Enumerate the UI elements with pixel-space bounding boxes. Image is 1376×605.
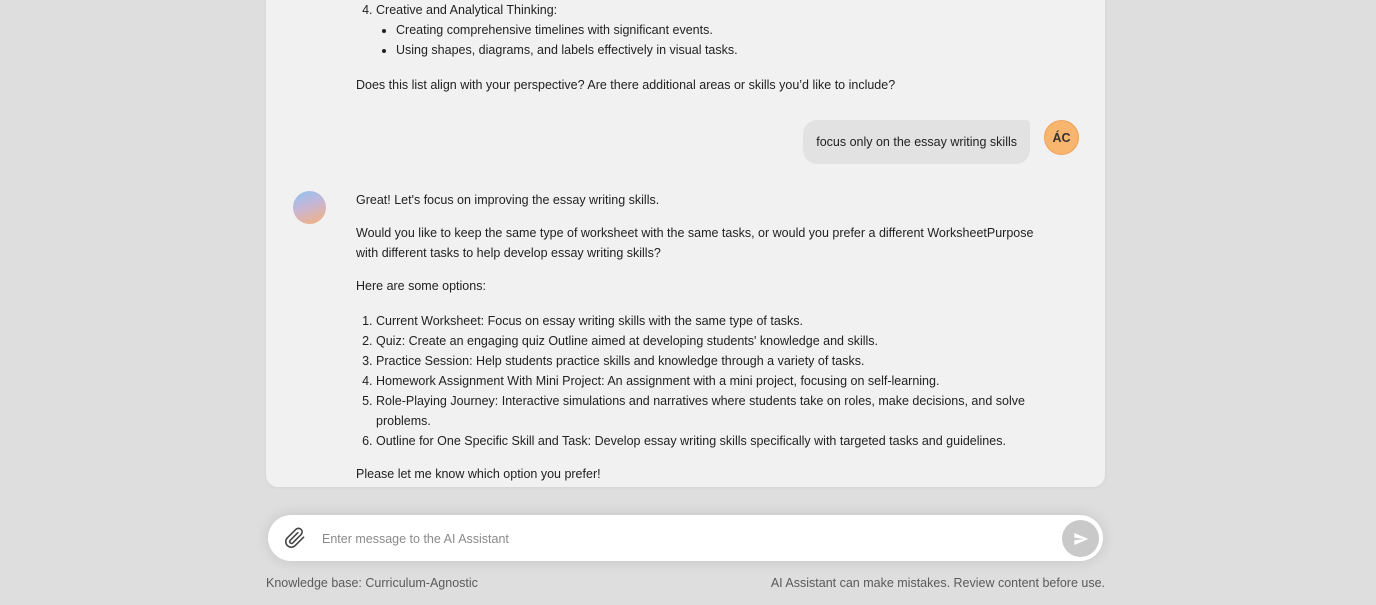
message-input[interactable] xyxy=(320,527,1044,551)
assistant-question: Would you like to keep the same type of worksheet with the same tasks, or would you prefer a different WorksheetPurpose with different tasks to help develop essay writing skills? xyxy=(356,226,1034,260)
user-avatar[interactable]: ÁC xyxy=(1044,120,1079,155)
option-item: 6. Outline for One Specific Skill and Task: Develop essay writing skills specifically with targeted tasks and guidelines. xyxy=(376,431,1046,451)
option-item: 5. Role-Playing Journey: Interactive simulations and narratives where students take on roles, make decisions, and solve problems. xyxy=(376,391,1046,431)
assistant-message xyxy=(356,190,1046,484)
disclaimer-text: AI Assistant can make mistakes. Review content before use. xyxy=(770,576,1105,590)
options-heading: Here are some options: xyxy=(356,279,486,293)
option-item: 2. Quiz: Create an engaging quiz Outline aimed at developing students' knowledge and skills. xyxy=(376,331,1046,351)
sub-list-item: • Using shapes, diagrams, and labels effectively in visual tasks. xyxy=(396,40,1036,60)
sub-list-item: • Creating comprehensive timelines with significant events. xyxy=(396,20,1036,40)
skills-list xyxy=(356,0,1036,60)
user-message-bubble: focus only on the essay writing skills xyxy=(803,120,1030,164)
send-icon xyxy=(1073,531,1089,547)
knowledge-base-label: Knowledge base: Curriculum-Agnostic xyxy=(266,576,478,590)
option-item: 3. Practice Session: Help students practice skills and knowledge through a variety of tasks. xyxy=(376,351,1046,371)
option-item: 4. Homework Assignment With Mini Project: An assignment with a mini project, focusing on self-learning. xyxy=(376,371,1046,391)
message-composer xyxy=(268,515,1103,561)
assistant-message-previous xyxy=(356,0,1036,95)
options-list xyxy=(356,311,1046,451)
assistant-intro: Great! Let's focus on improving the essay writing skills. xyxy=(356,193,660,207)
attach-button[interactable] xyxy=(282,525,308,551)
sub-list xyxy=(376,20,1036,60)
assistant-closing: Please let me know which option you prefer! xyxy=(356,467,601,481)
user-message-row xyxy=(803,120,1079,164)
assistant-avatar xyxy=(293,191,326,224)
send-button[interactable] xyxy=(1062,520,1099,557)
closing-question: Does this list align with your perspective? Are there additional areas or skills you’d like to include? xyxy=(356,78,896,92)
chat-panel[interactable] xyxy=(266,0,1105,487)
paperclip-icon xyxy=(284,527,306,549)
list-item-label: Creative and Analytical Thinking: xyxy=(376,3,558,17)
list-item xyxy=(376,0,1036,60)
option-item: 1. Current Worksheet: Focus on essay writing skills with the same type of tasks. xyxy=(376,311,1046,331)
